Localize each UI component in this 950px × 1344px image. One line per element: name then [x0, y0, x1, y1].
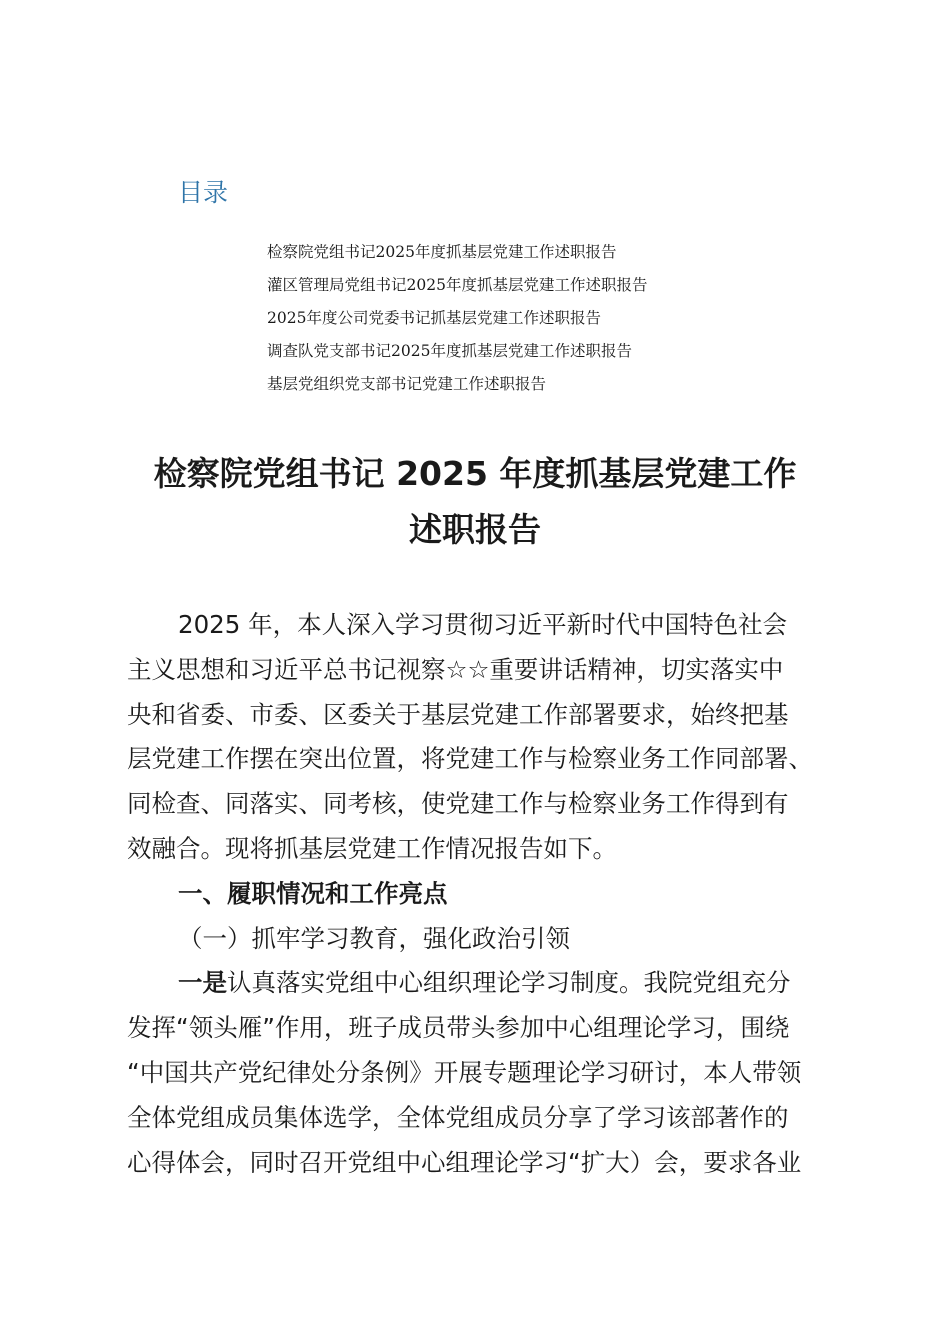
document-title [120, 446, 830, 558]
intro-line: 央和省委、市委、区委关于基层党建工作部署要求，始终把基 [127, 699, 789, 729]
toc-item[interactable]: 调查队党支部书记2025年度抓基层党建工作述职报告 [267, 342, 632, 360]
section-heading: 一、履职情况和工作亮点 [178, 878, 448, 908]
intro-line: 2025 年，本人深入学习贯彻习近平新时代中国特色社会 [178, 610, 788, 639]
intro-line: 效融合。现将抓基层党建工作情况报告如下。 [127, 833, 617, 863]
toc-item[interactable]: 灌区管理局党组书记2025年度抓基层党建工作述职报告 [267, 276, 648, 294]
toc-list [267, 236, 867, 401]
paragraph-lead: 一是 [178, 968, 227, 998]
toc-item[interactable]: 2025年度公司党委书记抓基层党建工作述职报告 [267, 309, 601, 327]
subsection-heading: （一）抓牢学习教育，强化政治引领 [178, 923, 570, 953]
toc-item[interactable]: 检察院党组书记2025年度抓基层党建工作述职报告 [267, 243, 617, 261]
paragraph-line: 心得体会，同时召开党组中心组理论学习“扩大）会，要求各业 [127, 1147, 802, 1177]
intro-line: 层党建工作摆在突出位置，将党建工作与检察业务工作同部署、 [127, 744, 813, 774]
toc-item[interactable]: 基层党组织党支部书记党建工作述职报告 [267, 375, 547, 393]
title-line-1: 检察院党组书记 2025 年度抓基层党建工作 [153, 454, 797, 493]
paragraph-line: 发挥“领头雁”作用，班子成员带头参加中心组理论学习，围绕 [127, 1013, 790, 1043]
document-body [127, 603, 847, 1185]
intro-line: 同检查、同落实、同考核，使党建工作与检察业务工作得到有 [127, 789, 789, 819]
title-line-2: 述职报告 [409, 510, 541, 549]
intro-line: 主义思想和习近平总书记视察☆☆重要讲话精神，切实落实中 [127, 654, 784, 684]
paragraph-line: “中国共产党纪律处分条例》开展专题理论学习研讨，本人带领 [127, 1057, 802, 1087]
toc-heading: 目录 [178, 178, 229, 207]
paragraph-first-rest: 认真落实党组中心组织理论学习制度。我院党组充分 [227, 968, 791, 998]
paragraph-line: 全体党组成员集体选学，全体党组成员分享了学习该部著作的 [127, 1102, 789, 1132]
paragraph-line [127, 961, 847, 1006]
